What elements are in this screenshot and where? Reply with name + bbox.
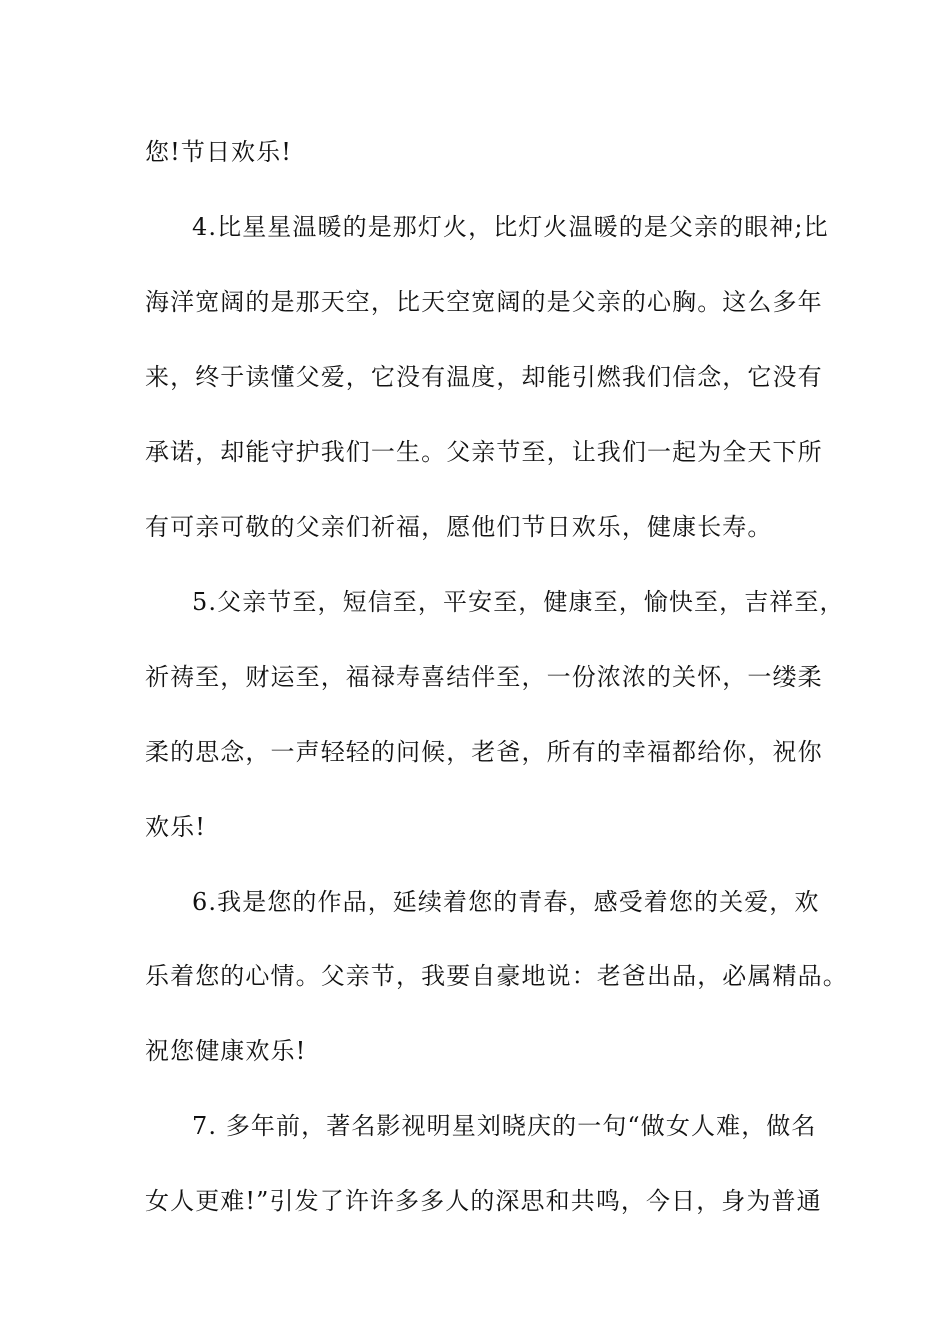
text-line-13: 祝您健康欢乐! [145,1037,307,1065]
text-line-12: 乐着您的心情。父亲节，我要自豪地说：老爸出品，必属精品。 [145,962,848,990]
text-line-15: 女人更难!”引发了许许多多人的深思和共鸣，今日，身为普通 [145,1187,822,1215]
text-line-1: 您!节日欢乐! [145,138,292,166]
text-line-11: 6.我是您的作品，延续着您的青春，感受着您的关爱，欢 [192,888,820,916]
text-line-2: 4.比星星温暖的是那灯火，比灯火温暖的是父亲的眼神;比 [192,213,829,241]
text-line-10: 欢乐! [145,813,206,841]
text-line-14: 7. 多年前，著名影视明星刘晓庆的一句“做女人难，做名 [192,1112,817,1140]
text-line-8: 祈祷至，财运至，福禄寿喜结伴至，一份浓浓的关怀，一缕柔 [145,663,823,691]
text-line-7: 5.父亲节至，短信至，平安至，健康至，愉快至，吉祥至， [192,588,845,616]
text-line-4: 来，终于读懂父爱，它没有温度，却能引燃我们信念，它没有 [145,363,823,391]
text-line-3: 海洋宽阔的是那天空，比天空宽阔的是父亲的心胸。这么多年 [145,288,823,316]
text-line-5: 承诺，却能守护我们一生。父亲节至，让我们一起为全天下所 [145,438,823,466]
text-line-6: 有可亲可敬的父亲们祈福，愿他们节日欢乐，健康长寿。 [145,513,773,541]
text-line-9: 柔的思念，一声轻轻的问候，老爸，所有的幸福都给你，祝你 [145,738,823,766]
